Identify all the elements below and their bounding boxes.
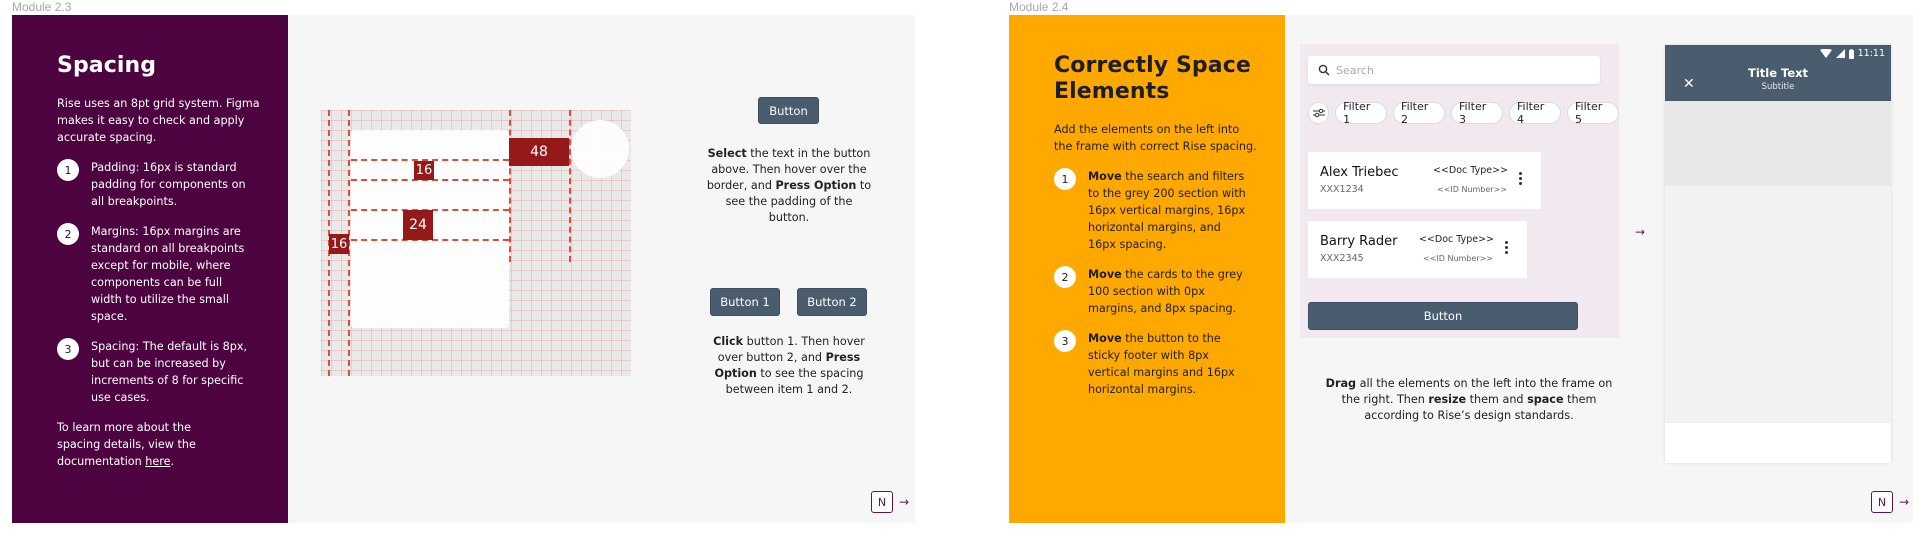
step-number: 1 (1054, 168, 1076, 190)
search-placeholder: Search (1336, 63, 1374, 77)
intro-text: Add the elements on the left into the frame with correct Rise spacing. (1054, 123, 1257, 153)
side-panel (1009, 15, 1285, 523)
sliders-icon (1313, 108, 1325, 118)
filter-settings-button[interactable] (1308, 102, 1329, 124)
wifi-icon (1820, 49, 1832, 58)
filter-chip-5[interactable]: Filter 5 (1567, 102, 1619, 124)
draggable-elements-panel (1300, 44, 1619, 338)
close-icon[interactable]: ✕ (1683, 76, 1695, 92)
instruction-bold: Click (713, 335, 744, 348)
app-header (1665, 45, 1891, 101)
step-body: the cards to the grey 100 section with 0px margins, and 8px spacing. (1088, 268, 1243, 315)
demo2-instruction (700, 334, 878, 398)
step-item (57, 223, 260, 325)
instruction-text: button 1. Then hover over button 2, and (717, 335, 865, 364)
filter-chip-row (1308, 102, 1619, 124)
user-card[interactable] (1308, 152, 1541, 209)
spacing-grid-illustration (321, 110, 631, 376)
padding-guide-line (509, 110, 511, 262)
card-id: XXX1234 (1320, 184, 1364, 195)
grey-200-section (1665, 101, 1891, 186)
padding-guide-line (569, 110, 571, 262)
drag-instruction (1324, 376, 1614, 424)
step-number: 2 (57, 223, 79, 245)
step-body: the button to the sticky footer with 8px vertical margins and 16px horizontal margins. (1088, 332, 1235, 396)
filter-chip-2[interactable]: Filter 2 (1393, 102, 1445, 124)
next-n-icon[interactable]: N (871, 491, 893, 513)
card-id-number: <<ID Number>> (1422, 254, 1493, 263)
instruction-text: all the elements on the left into the frame on the right. Then (1341, 377, 1613, 406)
sticky-footer (1665, 423, 1891, 463)
card-doc-type: <<Doc Type>> (1418, 234, 1494, 245)
instruction-bold: Drag (1325, 377, 1357, 390)
card-name: Alex Triebec (1320, 165, 1399, 180)
outro-suffix: . (170, 455, 175, 468)
more-vertical-icon[interactable] (1505, 241, 1509, 254)
step-bold: Move (1088, 170, 1122, 183)
instruction-text: to see the spacing between item 1 and 2. (725, 367, 864, 396)
step-number: 3 (1054, 330, 1076, 352)
documentation-link[interactable]: here (145, 455, 171, 468)
outro-text (57, 419, 237, 470)
instruction-text: them according to Rise’s design standards. (1364, 393, 1597, 422)
next-navigation[interactable] (1871, 491, 1909, 513)
step-number: 3 (57, 338, 79, 360)
step-bold: Move (1088, 332, 1122, 345)
filter-chip-1[interactable]: Filter 1 (1335, 102, 1387, 124)
outro-prefix: To learn more about the spacing details, view the documentation (57, 421, 196, 468)
button-2[interactable]: Button 2 (797, 288, 867, 316)
arrow-right-icon[interactable]: → (1899, 495, 1910, 509)
module-2-4-frame (1009, 15, 1913, 523)
step-item (57, 159, 260, 210)
header-subtitle: Subtitle (1761, 82, 1795, 92)
more-vertical-icon[interactable] (1519, 172, 1523, 185)
grid-avatar-circle (571, 120, 629, 178)
demo1-instruction (705, 146, 873, 226)
step-text (1088, 330, 1248, 398)
signal-icon (1836, 49, 1845, 58)
card-name: Barry Rader (1320, 234, 1398, 249)
instruction-bold: Select (707, 147, 747, 160)
panel-title: Correctly Space Elements (1054, 53, 1251, 104)
filter-chip-3[interactable]: Filter 3 (1451, 102, 1503, 124)
step-item (1054, 266, 1257, 317)
step-text (1088, 266, 1248, 317)
instruction-bold: resize (1428, 393, 1467, 406)
instruction-text: them and (1466, 393, 1528, 406)
step-item (1054, 168, 1257, 253)
step-text: Padding: 16px is standard padding for components on all breakpoints. (91, 161, 246, 208)
search-icon (1318, 64, 1330, 76)
side-panel (12, 15, 288, 523)
next-navigation[interactable] (871, 491, 909, 513)
card-id-number: <<ID Number>> (1436, 185, 1507, 194)
module-label: Module 2.3 (12, 0, 72, 14)
user-card[interactable] (1308, 221, 1527, 278)
instruction-bold: space (1527, 393, 1564, 406)
instruction-text: the text in the button above. Then hover over the border, and (706, 147, 871, 192)
module-label: Module 2.4 (1009, 0, 1069, 14)
step-item (57, 338, 260, 406)
step-body: the search and filters to the grey 200 section with 16px vertical margins, 16px horizontal margins, and 16px spacing. (1088, 170, 1246, 251)
step-number: 2 (1054, 266, 1076, 288)
panel-title: Spacing (57, 53, 157, 78)
card-id: XXX2345 (1320, 253, 1364, 264)
card-doc-type: <<Doc Type>> (1432, 165, 1508, 176)
status-time: 11:11 (1857, 48, 1885, 59)
measure-tag-24: 24 (403, 210, 433, 240)
status-bar (1820, 48, 1885, 59)
step-text: Margins: 16px margins are standard on all breakpoints except for mobile, where components can be full width to utilize the small space. (91, 225, 245, 323)
instruction-text: to see the padding of the button. (725, 179, 872, 224)
measure-tag-48: 48 (509, 138, 569, 166)
arrow-right-icon[interactable]: → (899, 495, 910, 509)
search-input[interactable] (1308, 56, 1600, 84)
step-number: 1 (57, 159, 79, 181)
step-bold: Move (1088, 268, 1122, 281)
measure-tag-16: 16 (329, 234, 349, 254)
step-text: Spacing: The default is 8px, but can be increased by increments of 8 for specific use cases. (91, 340, 248, 404)
filter-chip-4[interactable]: Filter 4 (1509, 102, 1561, 124)
intro-text: Rise uses an 8pt grid system. Figma makes it easy to check and apply accurate spacing. (57, 97, 260, 144)
module-2-3-frame (12, 15, 915, 523)
header-title: Title Text (1747, 66, 1809, 80)
instruction-bold: Press Option (775, 179, 857, 192)
button-1[interactable]: Button 1 (710, 288, 780, 316)
next-n-icon[interactable]: N (1871, 491, 1893, 513)
mobile-frame (1665, 45, 1891, 463)
demo-button[interactable]: Button (758, 97, 819, 124)
arrow-right-icon: → (1635, 225, 1646, 239)
measure-tag-16: 16 (415, 163, 433, 178)
step-text (1088, 168, 1248, 253)
instruction-bold: Press Option (714, 351, 861, 380)
step-item (1054, 330, 1257, 398)
battery-icon (1849, 49, 1854, 59)
primary-button[interactable]: Button (1308, 302, 1578, 330)
